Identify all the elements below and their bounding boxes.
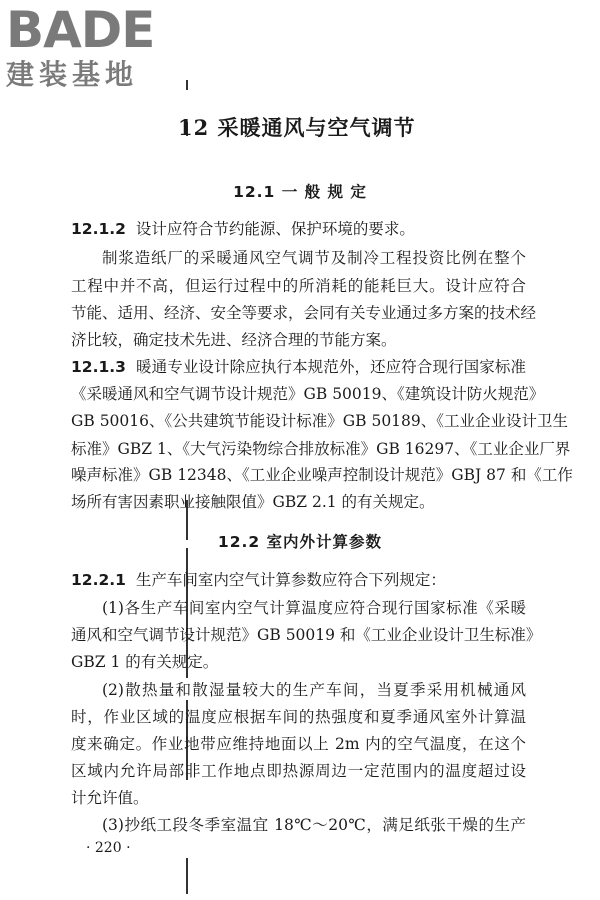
clause-number: 12.1.2 [71,220,126,238]
logo-subtitle: 建装基地 [6,58,139,91]
clause-line: 噪声标准》GB 12348、《工业企业噪声控制设计规范》GBJ 87 和《工作 [71,466,573,484]
clause-line [71,218,526,240]
clause-line: 计允许值。 [71,789,149,807]
clause-line: 工程中并不高，但运行过程中的所消耗的能耗巨大。设计应符合 [71,277,526,295]
clause-line: 场所有害因素职业接触限值》GBZ 2.1 的有关规定。 [71,493,435,511]
clause-text: 设计应符合节约能源、保护环境的要求。 [135,220,415,238]
clause-line: GBZ 1 的有关规定。 [71,653,219,671]
binding-mark [186,858,188,894]
clause-text: 生产车间室内空气计算参数应符合下列规定： [135,571,446,589]
clause-line: 通风和空气调节设计规范》GB 50019 和《工业企业设计卫生标准》 [71,626,542,644]
clause-number: 12.1.3 [71,358,126,376]
clause-line: 度来确定。作业地带应维持地面以上 2m 内的空气温度，在这个 [71,735,526,753]
clause-line: (2)散热量和散湿量较大的生产车间，当夏季采用机械通风 [102,681,526,699]
binding-mark [186,80,188,90]
clause-line: 节能、适用、经济、安全等要求，会同有关专业通过多方案的技术经 [71,304,537,322]
clause-line: (1)各生产车间室内空气计算温度应符合现行国家标准《采暖 [102,599,526,617]
page-number: · 220 · [86,840,131,856]
clause-line: 区域内允许局部非工作地点即热源周边一定范围内的温度超过设 [71,762,526,780]
clause-line [71,356,526,378]
clause-line: 标准》GBZ 1、《大气污染物综合排放标准》GB 16297、《工业企业厂界 [71,440,571,458]
clause-line [71,569,526,591]
clause-number: 12.2.1 [71,571,126,589]
clause-line: GB 50016、《公共建筑节能设计标准》GB 50189、《工业企业设计卫生 [71,412,569,430]
clause-line: 制浆造纸厂的采暖通风空气调节及制冷工程投资比例在整个 [102,249,526,267]
clause-line: 《采暖通风和空气调节设计规范》GB 50019、《建筑设计防火规范》 [71,385,545,403]
logo-wordmark: BADE [6,1,155,59]
logo [6,1,155,92]
section-title: 12.2 室内外计算参数 [217,533,383,551]
chapter-title: 12 采暖通风与空气调节 [178,115,416,140]
section-title: 12.1 一 般 规 定 [233,183,367,201]
clause-line: (3)抄纸工段冬季室温宜 18℃～20℃，满足纸张干燥的生产 [102,816,526,834]
clause-line: 济比较，确定技术先进、经济合理的节能方案。 [71,331,397,349]
clause-line: 时，作业区域的温度应根据车间的热强度和夏季通风室外计算温 [71,708,526,726]
clause-text: 暖通专业设计除应执行本规范外，还应符合现行国家标准 [135,358,526,376]
